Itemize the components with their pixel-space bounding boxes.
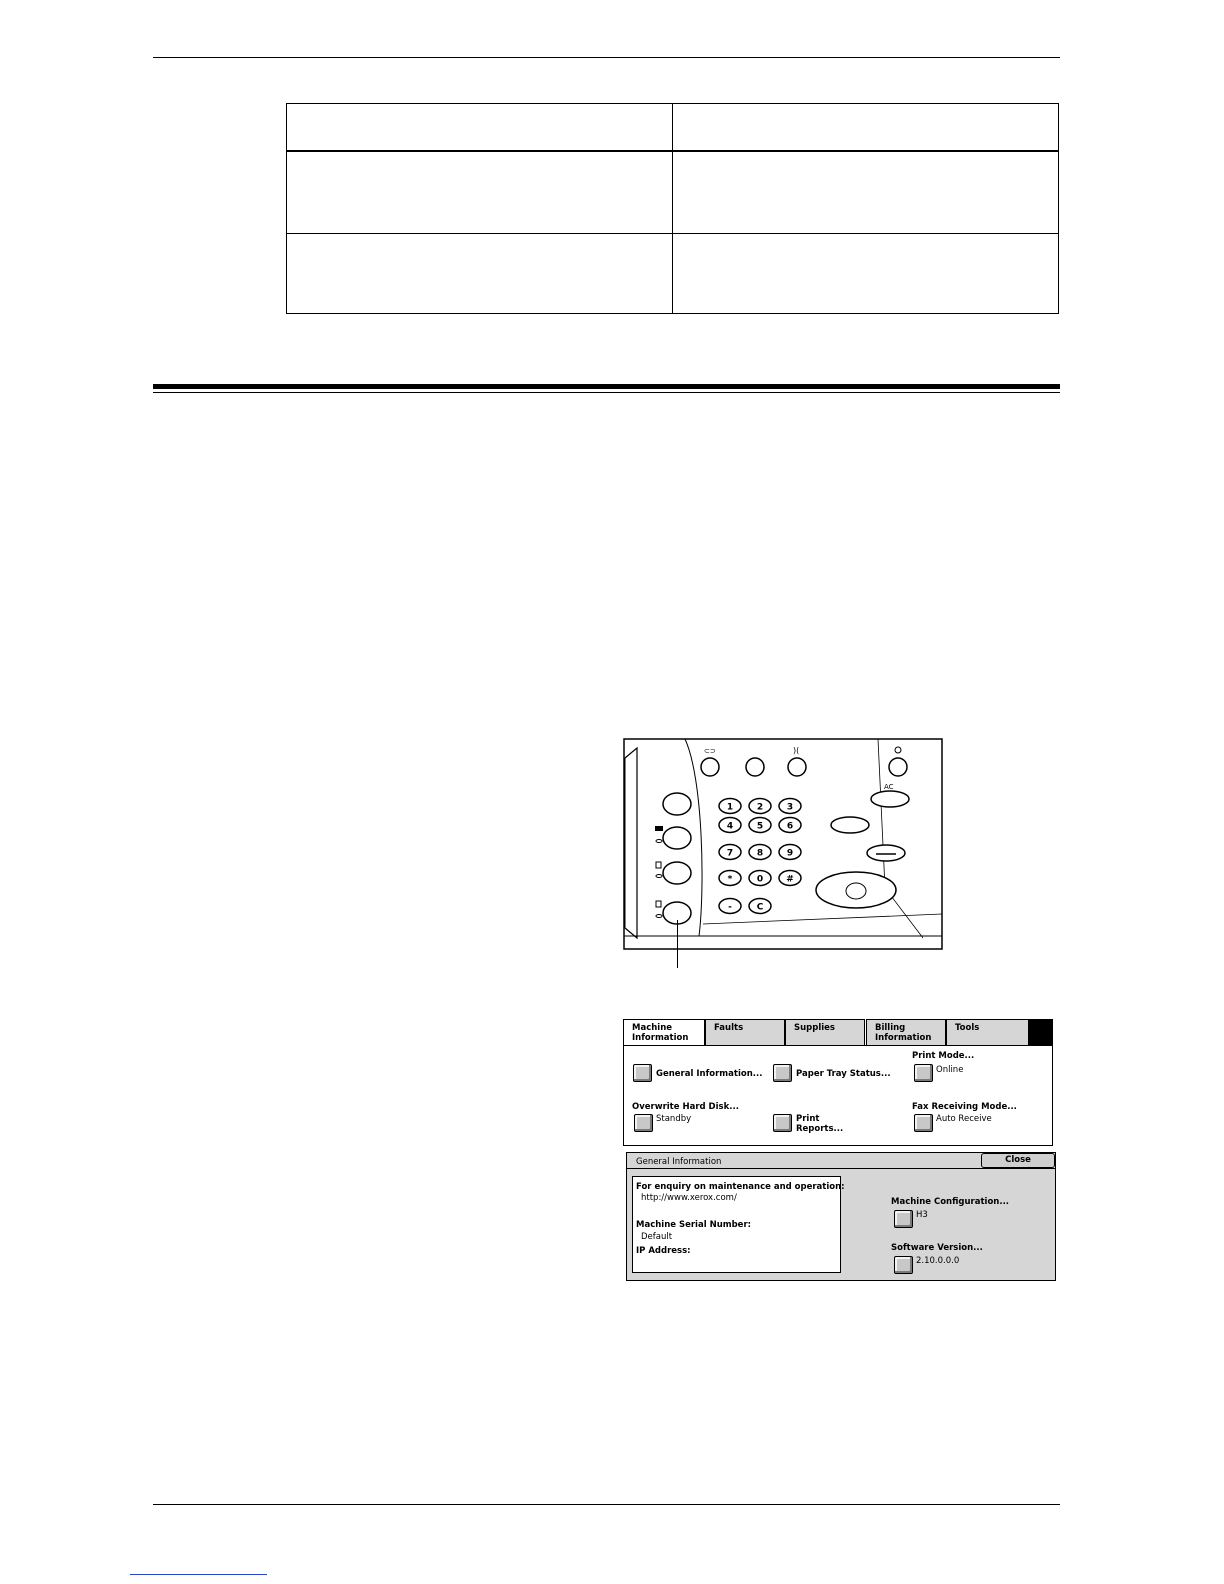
- print-mode-button[interactable]: [914, 1064, 933, 1082]
- keypad-key-label: 4: [726, 821, 734, 832]
- serial-number-label: Machine Serial Number:: [636, 1220, 752, 1230]
- overwrite-hard-disk-button[interactable]: [634, 1114, 653, 1132]
- machine-configuration-button[interactable]: [894, 1210, 913, 1228]
- machine-configuration-label: Machine Configuration...: [891, 1197, 1010, 1207]
- keypad-key-label: 0: [756, 874, 764, 885]
- ip-address-label: IP Address:: [636, 1246, 691, 1256]
- tab-billing-information[interactable]: Billing Information: [866, 1019, 946, 1045]
- overwrite-hard-disk-label: Overwrite Hard Disk...: [632, 1102, 739, 1112]
- keypad-key-label: -: [728, 902, 732, 913]
- enquiry-label: For enquiry on maintenance and operation:: [636, 1182, 845, 1192]
- fax-receiving-mode-label: Fax Receiving Mode...: [912, 1102, 1017, 1112]
- tab-strip-background: [1029, 1019, 1053, 1045]
- section-rule-thin: [153, 392, 1060, 393]
- svg-text:⊂⊃: ⊂⊃: [704, 747, 716, 755]
- footer-link-underline[interactable]: [130, 1574, 267, 1575]
- overwrite-hard-disk-value: Standby: [656, 1114, 692, 1124]
- keypad-key-label: *: [727, 874, 733, 885]
- general-information-label: General Information...: [656, 1069, 763, 1079]
- fax-receiving-mode-button[interactable]: [914, 1114, 933, 1132]
- keypad-key-label: 5: [756, 821, 764, 832]
- table-column-divider: [672, 104, 673, 313]
- print-mode-label: Print Mode...: [912, 1051, 975, 1061]
- software-version-value: 2.10.0.0.0: [916, 1256, 960, 1266]
- paper-tray-status-label: Paper Tray Status...: [796, 1069, 891, 1079]
- control-panel-illustration: [623, 738, 943, 950]
- ac-label: AC: [884, 783, 894, 791]
- fax-receiving-mode-value: Auto Receive: [936, 1114, 992, 1124]
- enquiry-value: http://www.xerox.com/: [641, 1193, 737, 1203]
- footer-rule: [153, 1504, 1060, 1505]
- keypad-key-label: 7: [726, 848, 734, 859]
- keypad-key-label: 1: [726, 802, 734, 813]
- tab-tools[interactable]: Tools: [946, 1019, 1029, 1045]
- keypad-key-label: 9: [786, 848, 794, 859]
- keypad-key-label: 8: [756, 848, 764, 859]
- keypad-key-label: 6: [786, 821, 794, 832]
- print-reports-button[interactable]: [773, 1114, 792, 1132]
- paper-tray-status-button[interactable]: [773, 1064, 792, 1082]
- svg-text:)(: )(: [793, 746, 800, 755]
- keypad-key-label: C: [756, 902, 764, 913]
- software-version-button[interactable]: [894, 1256, 913, 1274]
- keypad-key-label: 3: [786, 802, 794, 813]
- close-button[interactable]: Close: [981, 1153, 1055, 1168]
- software-version-label: Software Version...: [891, 1243, 983, 1253]
- dialog-title: General Information: [636, 1157, 722, 1167]
- section-rule-thick: [153, 384, 1060, 389]
- print-reports-label: Print Reports...: [796, 1114, 844, 1134]
- tab-supplies[interactable]: Supplies: [785, 1019, 865, 1045]
- machine-configuration-value: H3: [916, 1210, 928, 1220]
- keypad-key-label: 2: [756, 802, 764, 813]
- tab-machine-information[interactable]: Machine Information: [623, 1019, 705, 1046]
- info-table: [286, 103, 1059, 314]
- keypad-key-label: #: [786, 874, 794, 885]
- serial-number-value: Default: [641, 1232, 673, 1242]
- callout-line: [677, 920, 678, 968]
- general-information-button[interactable]: [633, 1064, 652, 1082]
- print-mode-value: Online: [936, 1065, 964, 1075]
- header-rule: [153, 57, 1060, 58]
- tab-faults[interactable]: Faults: [705, 1019, 785, 1045]
